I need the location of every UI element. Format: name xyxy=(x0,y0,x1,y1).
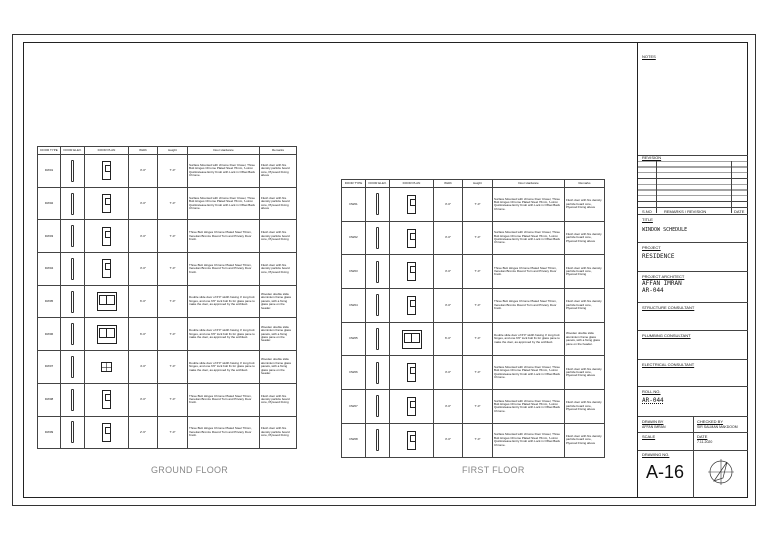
door-plan-cell xyxy=(85,383,129,416)
header-door-type: DOOR TYPE xyxy=(342,180,366,188)
door-plan-cell xyxy=(390,289,434,323)
door-elevation-icon xyxy=(71,258,75,280)
table-row xyxy=(38,220,297,253)
table-row xyxy=(38,155,297,188)
table-row xyxy=(342,356,605,390)
header-door-type: DOOR TYPE xyxy=(38,147,61,155)
door-elev-cell xyxy=(61,416,85,449)
drawn-by-value: AFFAN IMRAN xyxy=(642,425,666,429)
door-elevation-icon xyxy=(71,291,75,313)
door-elev-cell xyxy=(61,187,85,220)
door-elevation-icon xyxy=(376,261,380,283)
door-hardware-cell: Surface Mounted with chrome Door Closer, Three Butt Hinges Chrome Plated Steel 76mm, 'Lutron Quickrelease Entry Knob with Lock in Offset Back Chrome. xyxy=(493,188,565,222)
width-cell: 3'-0" xyxy=(129,187,158,220)
door-type-cell: DW03 xyxy=(38,220,61,253)
door-plan-icon xyxy=(102,423,111,442)
width-cell: 3'-0" xyxy=(129,383,158,416)
door-hardware-cell: Surface Mounted with chrome Door Closer, Three Butt Hinges Chrome Plated Steel 76mm, 'Lutron Quickrelease Entry Knob with Lock in Offset Back Chrome. xyxy=(493,221,565,255)
height-cell: 7'-0" xyxy=(158,351,188,384)
door-elev-cell xyxy=(61,155,85,188)
door-plan-cell xyxy=(85,220,129,253)
date-value: 7.11.2020 xyxy=(697,440,713,444)
table-row xyxy=(342,322,605,356)
door-elev-cell xyxy=(366,255,390,289)
header-height: Height xyxy=(463,180,493,188)
header-door-elev: DOOR ELEV. xyxy=(61,147,85,155)
width-cell: 3'-0" xyxy=(434,188,463,222)
first-floor-schedule-table xyxy=(341,179,605,458)
structure-consultant-label: STRUCTURE CONSULTANT xyxy=(642,305,695,310)
table-row xyxy=(38,416,297,449)
door-elev-cell xyxy=(61,318,85,351)
door-hardware-cell: Surface Mounted with chrome Door Closer, Three Butt Hinges Chrome Plated Steel 76mm, 'Lutron Quickrelease Entry Knob with Lock in Offset Back Chrome. xyxy=(493,356,565,390)
door-hardware-cell: Double slide door of 6'0" width having 4' long butt hinges, and one 6'0" lock bolt fix for glass pane to make the door, as approved by the architect. xyxy=(188,285,260,318)
remarks-cell: Flush door with fire density particle board core, Plywood Fixing xyxy=(565,289,605,323)
width-cell: 2'-6" xyxy=(129,416,158,449)
revision-sno-header: S.NO xyxy=(642,209,652,214)
table-row xyxy=(342,390,605,424)
height-cell: 7'-0" xyxy=(158,285,188,318)
remarks-cell: Flush door with fire density particle board core, Plywood Fixing xyxy=(260,416,297,449)
header-door-elev: DOOR ELEV. xyxy=(366,180,390,188)
remarks-cell: Flush door with fire density particle board core, Plywood Fixing above xyxy=(565,423,605,457)
door-plan-cell xyxy=(85,416,129,449)
door-plan-cell xyxy=(85,155,129,188)
height-cell: 7'-0" xyxy=(463,423,493,457)
height-cell: 7'-0" xyxy=(158,220,188,253)
remarks-cell: Flush door with fire density particle board core, Plywood Fixing xyxy=(565,255,605,289)
drawn-by-label: DRAWN BY xyxy=(642,419,664,424)
remarks-cell: Flush door with fire density particle board core, Plywood Fixing above xyxy=(565,221,605,255)
door-type-cell: DW07 xyxy=(38,351,61,384)
height-cell: 7'-0" xyxy=(463,322,493,356)
door-elev-cell xyxy=(366,188,390,222)
door-hardware-cell: Surface Mounted with chrome Door Closer, Three Butt Hinges Chrome Plated Steel 76mm, 'Lutron Quickrelease Entry Knob with Lock in Offset Back Chrome. xyxy=(188,187,260,220)
drawing-no-value: A-16 xyxy=(646,462,685,482)
sliding-door-plan-icon xyxy=(97,292,117,311)
door-hardware-cell: Surface Mounted with chrome Door Closer, Three Butt Hinges Chrome Plated Steel 76mm, 'Lutron Quickrelease Entry Knob with Lock in Offset Back Chrome. xyxy=(493,390,565,424)
door-type-cell: DW03 xyxy=(342,255,366,289)
door-type-cell: DW07 xyxy=(342,390,366,424)
door-elevation-icon xyxy=(376,227,380,249)
remarks-cell: Flush door with fire density particle board core, Plywood Fixing above xyxy=(260,187,297,220)
revision-label: REVISION xyxy=(642,155,662,160)
door-elev-cell xyxy=(366,423,390,457)
door-hardware-cell: Three Butt Hinges Chrome Plated Steel 76mm, Venetian Bronze Round Turn and Privacy Door Knob. xyxy=(188,253,260,286)
first-floor-label: FIRST FLOOR xyxy=(462,465,525,475)
door-plan-icon xyxy=(407,363,416,382)
header-width: Width xyxy=(129,147,158,155)
door-hardware-cell: Three Butt Hinges Chrome Plated Steel 76mm, Venetian Bronze Round Turn and Privacy Door Knob. xyxy=(493,255,565,289)
door-elevation-icon xyxy=(376,429,380,451)
north-arrow-icon xyxy=(705,456,737,488)
title-label: TITLE xyxy=(642,217,653,222)
door-elevation-icon xyxy=(71,421,75,443)
door-type-cell: DW08 xyxy=(342,423,366,457)
sliding-door-plan-icon xyxy=(97,325,117,344)
sliding-door-plan-icon xyxy=(402,330,422,349)
plumbing-consultant-label: PLUMBING CONSULTANT xyxy=(642,333,691,338)
header-width: Width xyxy=(434,180,463,188)
door-plan-icon xyxy=(407,195,416,214)
width-cell: 3'-0" xyxy=(129,220,158,253)
door-plan-icon xyxy=(102,227,111,246)
header-door-hardware: Door Hardware xyxy=(188,147,260,155)
table-header-row xyxy=(38,147,297,155)
door-plan-cell xyxy=(85,351,129,384)
door-type-cell: DW02 xyxy=(342,221,366,255)
door-hardware-cell: Double slide door of 6'0" width having 4' long butt hinges, and one 6'0" lock bolt fix for glass pane to make the door, as approved by the architect. xyxy=(188,351,260,384)
door-plan-icon xyxy=(102,194,111,213)
door-plan-icon xyxy=(407,397,416,416)
project-label: PROJECT xyxy=(642,245,661,250)
table-row xyxy=(342,289,605,323)
height-cell: 7'-0" xyxy=(463,255,493,289)
door-hardware-cell: Three Butt Hinges Chrome Plated Steel 76mm, Venetian Bronze Round Turn and Privacy Door Knob. xyxy=(493,289,565,323)
table-row xyxy=(342,188,605,222)
door-elev-cell xyxy=(366,289,390,323)
width-cell: 6'-0" xyxy=(129,318,158,351)
height-cell: 7'-0" xyxy=(463,188,493,222)
door-elev-cell xyxy=(61,383,85,416)
width-cell: 6'-0" xyxy=(129,285,158,318)
remarks-cell: Wooden double slide aluminium frame glass panels, with a fixing glass pane on the header. xyxy=(260,285,297,318)
door-plan-icon xyxy=(407,229,416,248)
door-elev-cell xyxy=(366,390,390,424)
door-elevation-icon xyxy=(376,193,380,215)
door-type-cell: DW08 xyxy=(38,383,61,416)
height-cell: 7'-0" xyxy=(463,356,493,390)
header-remarks: Remarks xyxy=(260,147,297,155)
door-elev-cell xyxy=(61,351,85,384)
door-type-cell: DW02 xyxy=(38,187,61,220)
width-cell: 3'-0" xyxy=(434,390,463,424)
door-elev-cell xyxy=(61,253,85,286)
title-value: WINDOW SCHEDULE xyxy=(642,227,688,233)
door-elev-cell xyxy=(366,221,390,255)
width-cell: 3'-0" xyxy=(434,356,463,390)
table-row xyxy=(342,255,605,289)
door-elevation-icon xyxy=(71,356,75,378)
revision-date-header: DATE xyxy=(734,209,745,214)
door-elev-cell xyxy=(366,322,390,356)
door-elevation-icon xyxy=(71,323,75,345)
door-plan-icon xyxy=(102,390,111,409)
remarks-cell: Flush door with fire density particle board core, Plywood Fixing above xyxy=(260,155,297,188)
header-height: Height xyxy=(158,147,188,155)
scale-label: SCALE xyxy=(642,434,656,439)
height-cell: 7'-0" xyxy=(463,390,493,424)
door-type-cell: DW05 xyxy=(342,322,366,356)
width-cell: 6'-0" xyxy=(434,322,463,356)
door-type-cell: DW04 xyxy=(342,289,366,323)
table-row xyxy=(38,318,297,351)
door-elevation-icon xyxy=(376,294,380,316)
door-plan-cell xyxy=(390,356,434,390)
height-cell: 7'-0" xyxy=(463,289,493,323)
door-plan-cell xyxy=(85,318,129,351)
door-elevation-icon xyxy=(376,328,380,350)
header-door-hardware: Door Hardware xyxy=(493,180,565,188)
header-door-plan: DOOR PLAN xyxy=(390,180,434,188)
header-door-plan: DOOR PLAN xyxy=(85,147,129,155)
revision-remarks-header: REMARKS / REVISION xyxy=(664,209,707,214)
width-cell: 3'-0" xyxy=(129,155,158,188)
door-plan-icon xyxy=(407,296,416,315)
width-cell: 3'-0" xyxy=(129,253,158,286)
ground-floor-schedule-table xyxy=(37,146,297,449)
height-cell: 7'-0" xyxy=(158,383,188,416)
door-plan-cell xyxy=(390,322,434,356)
height-cell: 7'-0" xyxy=(158,187,188,220)
header-remarks: Remarks xyxy=(565,180,605,188)
remarks-cell: Wooden double slide aluminium frame glass panels, with a fixing glass pane on the header. xyxy=(260,351,297,384)
door-type-cell: DW04 xyxy=(38,253,61,286)
ground-floor-label: GROUND FLOOR xyxy=(151,465,229,475)
door-type-cell: DW06 xyxy=(342,356,366,390)
remarks-cell: Flush door with fire density particle board core, Plywood Fixing xyxy=(260,383,297,416)
checked-by-label: CHECKED BY xyxy=(697,419,724,424)
door-plan-icon xyxy=(102,259,111,278)
door-type-cell: DW09 xyxy=(38,416,61,449)
door-plan-cell xyxy=(85,285,129,318)
remarks-cell: Flush door with fire density particle board core, Plywood Fixing xyxy=(260,220,297,253)
door-elevation-icon xyxy=(71,160,75,182)
width-cell: 4'-0" xyxy=(129,351,158,384)
remarks-cell: Flush door with fire density particle board core, Plywood Fixing above xyxy=(565,356,605,390)
height-cell: 7'-0" xyxy=(158,416,188,449)
table-row xyxy=(38,253,297,286)
width-cell: 3'-0" xyxy=(434,423,463,457)
door-type-cell: DW05 xyxy=(38,285,61,318)
door-elevation-icon xyxy=(71,193,75,215)
remarks-cell: Wooden double slide aluminium frame glass panels, with a fixing glass pane on the header. xyxy=(260,318,297,351)
door-plan-icon xyxy=(407,431,416,450)
roll-no-label: ROLL NO. xyxy=(642,389,661,394)
width-cell: 3'-0" xyxy=(434,289,463,323)
door-elev-cell xyxy=(61,285,85,318)
checked-by-value: SIR SALMAN MAKDOOM xyxy=(697,425,738,429)
height-cell: 7'-0" xyxy=(158,253,188,286)
notes-label: NOTES xyxy=(642,54,656,59)
door-hardware-cell: Three Butt Hinges Chrome Plated Steel 76mm, Venetian Bronze Round Turn and Privacy Door Knob. xyxy=(188,416,260,449)
width-cell: 3'-0" xyxy=(434,255,463,289)
date-label: DATE xyxy=(697,434,708,439)
door-plan-cell xyxy=(85,253,129,286)
architect-name: AFFAN IMRAN xyxy=(642,280,682,287)
door-elevation-icon xyxy=(376,395,380,417)
window-grid-plan-icon xyxy=(101,362,112,372)
door-plan-icon xyxy=(102,161,111,180)
door-hardware-cell: Double slide door of 6'0" width having 4' long butt hinges, and one 6'0" lock bolt fix for glass pane to make the door, as approved by the architect. xyxy=(188,318,260,351)
door-type-cell: DW01 xyxy=(38,155,61,188)
drawing-no-label: DRAWING NO. xyxy=(642,452,670,457)
remarks-cell: Wooden double slide aluminium frame glass panels, with a fixing glass pane on the header. xyxy=(565,322,605,356)
width-cell: 3'-0" xyxy=(434,221,463,255)
door-hardware-cell: Three Butt Hinges Chrome Plated Steel 76mm, Venetian Bronze Round Turn and Privacy Door Knob. xyxy=(188,220,260,253)
door-hardware-cell: Three Butt Hinges Chrome Plated Steel 76mm, Venetian Bronze Round Turn and Privacy Door Knob. xyxy=(188,383,260,416)
roll-no-value: AR-044 xyxy=(642,397,664,404)
door-hardware-cell: Double slide door of 6'0" width having 4' long butt hinges, and one 6'0" lock bolt fix for glass pane to make the door, as approved by the architect. xyxy=(493,322,565,356)
height-cell: 7'-0" xyxy=(463,221,493,255)
door-elev-cell xyxy=(61,220,85,253)
door-plan-cell xyxy=(390,188,434,222)
door-elevation-icon xyxy=(376,362,380,384)
table-row xyxy=(342,423,605,457)
door-hardware-cell: Surface Mounted with chrome Door Closer, Three Butt Hinges Chrome Plated Steel 76mm, 'Lutron Quickrelease Entry Knob with Lock in Offset Back Chrome. xyxy=(188,155,260,188)
remarks-cell: Flush door with fire density particle board core, Plywood Fixing above xyxy=(565,188,605,222)
table-header-row xyxy=(342,180,605,188)
door-plan-cell xyxy=(85,187,129,220)
door-plan-cell xyxy=(390,423,434,457)
door-type-cell: DW01 xyxy=(342,188,366,222)
door-type-cell: DW06 xyxy=(38,318,61,351)
height-cell: 7'-0" xyxy=(158,318,188,351)
architect-id: AR-044 xyxy=(642,287,664,294)
door-plan-cell xyxy=(390,221,434,255)
door-elevation-icon xyxy=(71,225,75,247)
architect-label: PROJECT ARCHITECT xyxy=(642,274,685,279)
remarks-cell: Flush door with fire density particle board core, Plywood Fixing above xyxy=(565,390,605,424)
door-hardware-cell: Surface Mounted with chrome Door Closer, Three Butt Hinges Chrome Plated Steel 76mm, 'Lutron Quickrelease Entry Knob with Lock in Offset Back Chrome. xyxy=(493,423,565,457)
table-row xyxy=(38,285,297,318)
door-plan-cell xyxy=(390,255,434,289)
table-row xyxy=(38,187,297,220)
project-value: RESIDENCE xyxy=(642,253,675,260)
table-row xyxy=(38,351,297,384)
table-row xyxy=(342,221,605,255)
title-block xyxy=(637,42,748,498)
door-elevation-icon xyxy=(71,389,75,411)
remarks-cell: Flush door with fire density particle board core, Plywood Fixing xyxy=(260,253,297,286)
door-plan-icon xyxy=(407,262,416,281)
electrical-consultant-label: ELECTRICAL CONSULTANT xyxy=(642,362,695,367)
door-elev-cell xyxy=(366,356,390,390)
height-cell: 7'-0" xyxy=(158,155,188,188)
table-row xyxy=(38,383,297,416)
door-plan-cell xyxy=(390,390,434,424)
